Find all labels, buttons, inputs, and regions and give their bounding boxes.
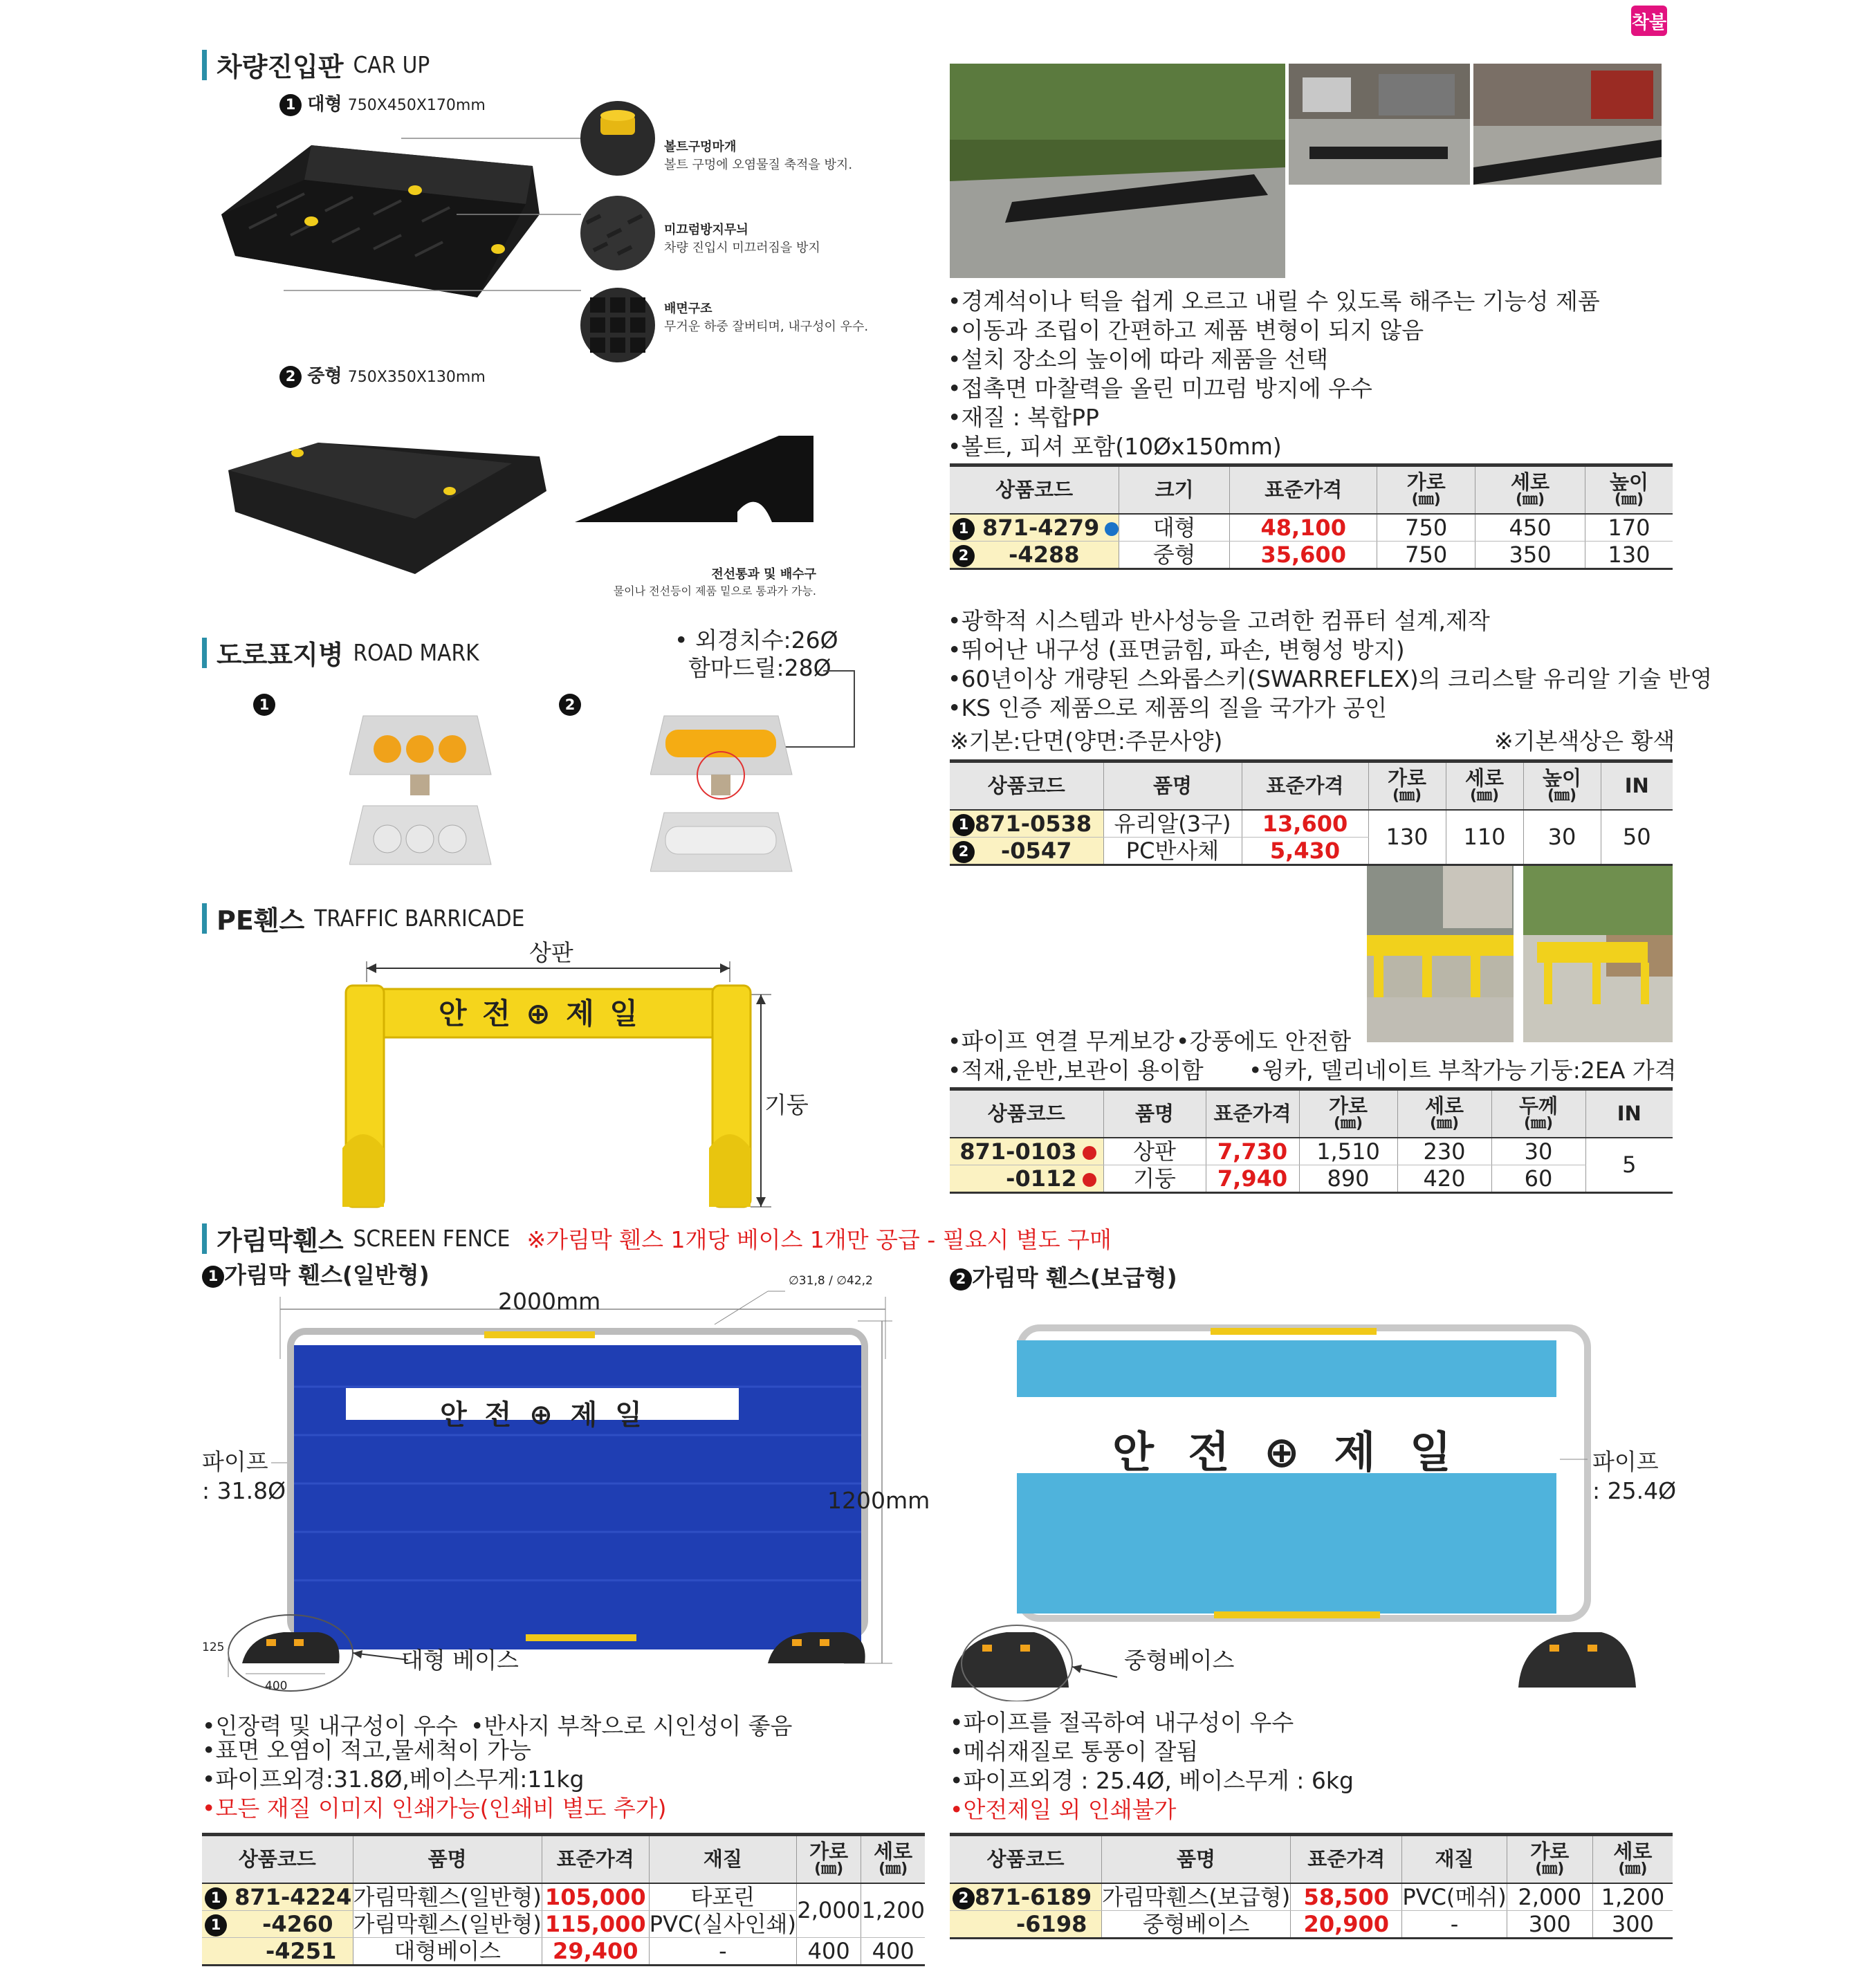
col-header <box>1397 1089 1491 1138</box>
road-stud-pc-images <box>650 709 796 882</box>
carup-install-photo-2 <box>1289 64 1470 185</box>
carup-install-photo-3 <box>1473 64 1662 185</box>
antislip-pattern-image <box>580 195 656 271</box>
pipe1-label <box>202 1448 286 1506</box>
back-structure-image <box>580 287 656 363</box>
col-header: 표준가격 <box>1230 465 1377 514</box>
carup-table <box>950 463 1673 570</box>
product-code: -4260 <box>262 1910 333 1937</box>
detail1-title: 볼트구멍마개 <box>664 140 737 154</box>
dim-pipe-small: ∅31,8 / ∅42,2 <box>789 1274 873 1288</box>
carup-install-photo-1 <box>950 64 1285 278</box>
col-header <box>1523 761 1601 810</box>
col-header-label: 세로 <box>1613 1840 1653 1864</box>
barricade-title-ko: PE휀스 <box>217 905 305 936</box>
fence2-bullet: •파이프외경 : 25.4Ø, 베이스무게 : 6kg <box>950 1767 1354 1794</box>
width-cell: 2,000 <box>1507 1883 1592 1911</box>
product-code-cell <box>950 1910 1101 1938</box>
name-cell: 유리알(3구) <box>1103 810 1242 838</box>
table-row <box>950 1165 1673 1192</box>
carup-side-image <box>571 429 820 533</box>
col-header <box>796 1835 861 1883</box>
col-header-label: 세로 <box>1510 470 1550 494</box>
col-header-label: 가로 <box>1387 766 1427 791</box>
product-code: -4251 <box>266 1937 337 1964</box>
carup-item2-size: 750X350X130mm <box>347 369 486 386</box>
col-header: 표준가격 <box>1242 761 1368 810</box>
col-header <box>1592 1835 1673 1883</box>
carup-medium-image <box>221 415 553 581</box>
unit-label: (㎜) <box>1469 787 1500 805</box>
detail3-title: 배면구조 <box>664 302 712 316</box>
depth-cell: 1,200 <box>1592 1883 1673 1911</box>
barricade-bullet: •파이프 연결 무게보강 <box>948 1028 1175 1055</box>
outer-diameter: • 외경치수:26Ø <box>674 627 838 654</box>
pipe2-label-a: 파이프 <box>1592 1448 1659 1475</box>
col-header-label: 가로 <box>1530 1840 1570 1864</box>
screen-sub2-label: 가림막 휀스(보급형) <box>972 1264 1177 1291</box>
col-header: 상품코드 <box>950 1089 1103 1138</box>
screen-fence-economy-diagram <box>951 1314 1677 1701</box>
price-cell: 35,600 <box>1230 541 1377 569</box>
thickness-cell: 30 <box>1491 1138 1585 1165</box>
product-code-cell <box>950 514 1119 542</box>
stock-dot-red <box>1083 1146 1096 1160</box>
product-code: -6198 <box>1016 1910 1087 1937</box>
carup-item2-label: 중형 <box>307 366 342 387</box>
detail4-title: 전선통과 및 배수구 <box>711 567 816 582</box>
drill-diameter: 함마드릴:28Ø <box>688 654 831 681</box>
col-header: 크기 <box>1119 465 1230 514</box>
number-badge: 2 <box>953 545 975 567</box>
product-code-cell <box>950 837 1103 865</box>
fence1-bullet: •인장력 및 내구성이 우수 <box>202 1712 458 1739</box>
carup-bullet: •볼트, 피셔 포함(10Øx150mm) <box>948 433 1282 460</box>
product-code-cell <box>202 1937 353 1965</box>
name-cell: 상판 <box>1103 1138 1206 1165</box>
dim-400-label: 400 <box>265 1679 288 1693</box>
number-badge: 2 <box>953 1887 975 1910</box>
screen-title-ko: 가림막휀스 <box>217 1226 344 1256</box>
unit-label: (㎜) <box>1333 1115 1363 1133</box>
col-header <box>1585 465 1673 514</box>
roadmark-bullets <box>948 607 1712 723</box>
screen-fence-general-table <box>202 1833 925 1966</box>
in-cell: 50 <box>1601 810 1673 865</box>
name-cell: 중형베이스 <box>1101 1910 1290 1938</box>
carup-item2-heading <box>279 362 486 388</box>
table-row <box>950 1138 1673 1165</box>
section-accent-bar <box>202 1223 207 1254</box>
product-code: 871-4279 <box>982 514 1100 541</box>
table-row <box>950 1910 1673 1938</box>
table-header-row <box>950 1089 1673 1138</box>
col-header-label: 높이 <box>1609 470 1648 494</box>
detail1-desc: 볼트 구멍에 오염물질 축적을 방지. <box>664 158 853 172</box>
number-badge: 1 <box>253 694 275 716</box>
col-header-label: 높이 <box>1542 766 1582 791</box>
table-row <box>950 514 1673 542</box>
dim-width-label: 2000mm <box>498 1288 601 1315</box>
fence2-bullet: •파이프를 절곡하여 내구성이 우수 <box>950 1709 1294 1736</box>
table-row <box>202 1883 925 1911</box>
name-cell: 기둥 <box>1103 1165 1206 1192</box>
col-header <box>861 1835 925 1883</box>
material-cell: 타포린 <box>649 1883 796 1911</box>
col-header: IN <box>1601 761 1673 810</box>
product-code: 871-0538 <box>975 810 1092 837</box>
price-cell: 48,100 <box>1230 514 1377 542</box>
size-cell: 대형 <box>1119 514 1230 542</box>
fence2-bullet: •메쉬재질로 통풍이 잘됨 <box>950 1738 1199 1765</box>
roadmark-title-en: ROAD MARK <box>353 639 479 666</box>
roadmark-bullet: •60년이상 개량된 스와롭스키(SWARREFLEX)의 크리스탈 유리알 기술 반영 <box>948 665 1713 692</box>
name-cell: 가림막휀스(일반형) <box>353 1910 542 1937</box>
col-header: 품명 <box>1103 1089 1206 1138</box>
height-cell: 170 <box>1585 514 1673 542</box>
screen-fence2-sign-text: 안 전 ⊕ 제 일 <box>1112 1427 1461 1477</box>
name-cell: 대형베이스 <box>353 1937 542 1965</box>
col-header-label: 세로 <box>874 1840 913 1864</box>
unit-label: (㎜) <box>814 1860 844 1878</box>
col-header <box>1368 761 1446 810</box>
carup-bullet: •설치 장소의 높이에 따라 제품을 선택 <box>948 346 1329 373</box>
unit-label: (㎜) <box>1523 1115 1554 1133</box>
col-header: 품명 <box>1101 1835 1290 1883</box>
col-header-label: 가로 <box>1328 1094 1368 1118</box>
table-header-row <box>950 761 1673 810</box>
roadmark-note-left: ※기본:단면(양면:주문사양) <box>950 728 1223 755</box>
section-accent-bar <box>202 638 207 668</box>
pipe1-label-b: : 31.8Ø <box>202 1477 286 1504</box>
product-code: 871-4224 <box>234 1883 352 1910</box>
barricade-section-title <box>202 899 524 937</box>
col-header <box>1507 1835 1592 1883</box>
number-badge: 2 <box>950 1268 972 1291</box>
unit-label: (㎜) <box>1429 1115 1460 1133</box>
base1-label: 대형 베이스 <box>401 1647 519 1674</box>
unit-label: (㎜) <box>1392 787 1422 805</box>
thickness-cell: 60 <box>1491 1165 1585 1192</box>
roadmark-title-ko: 도로표지병 <box>217 640 344 670</box>
col-header: 표준가격 <box>542 1835 649 1883</box>
unit-label: (㎜) <box>879 1860 908 1878</box>
table-header-row <box>202 1835 925 1883</box>
barricade-table <box>950 1087 1673 1194</box>
material-cell: - <box>1402 1910 1507 1938</box>
unit-label: (㎜) <box>1535 1860 1565 1878</box>
detail2-desc: 차량 진입시 미끄러짐을 방지 <box>664 241 820 255</box>
product-code-cell <box>950 1138 1103 1165</box>
col-header-label: 가로 <box>809 1840 849 1864</box>
depth-cell: 230 <box>1397 1138 1491 1165</box>
width-cell: 300 <box>1507 1910 1592 1938</box>
name-cell: 가림막휀스(보급형) <box>1101 1883 1291 1910</box>
price-cell: 115,000 <box>542 1910 649 1937</box>
product-code: -0112 <box>1006 1165 1077 1192</box>
carup-item1-label: 대형 <box>307 94 342 115</box>
table-row <box>202 1937 925 1965</box>
unit-label: (㎜) <box>1614 491 1644 509</box>
number-badge: 1 <box>202 1266 224 1288</box>
col-header: 상품코드 <box>950 465 1119 514</box>
roadmark-note-right: ※기본색상은 황색 <box>1494 728 1675 755</box>
stock-dot-red <box>1083 1173 1096 1187</box>
detail4-text <box>609 564 816 598</box>
unit-label: (㎜) <box>1618 1860 1648 1878</box>
product-code-cell <box>202 1910 353 1937</box>
height-cell: 30 <box>1523 810 1601 865</box>
fence1-bullet: •파이프외경:31.8Ø,베이스무게:11kg <box>202 1766 585 1793</box>
width-cell: 130 <box>1368 810 1446 865</box>
number-badge: 1 <box>953 814 975 836</box>
pipe2-label <box>1592 1448 1676 1506</box>
width-cell: 2,000 <box>796 1883 861 1938</box>
price-cell: 13,600 <box>1242 810 1368 838</box>
pipe1-label-a: 파이프 <box>202 1448 268 1475</box>
col-header-label: 가로 <box>1406 470 1446 494</box>
screen-fence-general-diagram <box>201 1276 934 1705</box>
barricade-title-en: TRAFFIC BARRICADE <box>314 905 525 932</box>
fence1-bullet: •반사지 부착으로 시인성이 좋음 <box>470 1712 793 1739</box>
price-cell: 105,000 <box>542 1883 649 1911</box>
price-cell: 20,900 <box>1291 1910 1402 1938</box>
label-post: 기둥 <box>764 1091 809 1118</box>
product-code-cell <box>950 1165 1103 1192</box>
roadmark-section-title <box>202 634 479 672</box>
width-cell: 750 <box>1377 514 1475 542</box>
depth-cell: 420 <box>1397 1165 1491 1192</box>
roadmark-bullet: •광학적 시스템과 반사성능을 고려한 컴퓨터 설계,제작 <box>948 607 1490 634</box>
screen-title-note: ※가림막 휀스 1개당 베이스 1개만 공급 - 필요시 별도 구매 <box>526 1226 1112 1253</box>
detail2-title: 미끄럼방지무늬 <box>664 223 748 237</box>
product-code-cell <box>950 1883 1101 1911</box>
price-cell: 7,730 <box>1206 1138 1299 1165</box>
unit-label: (㎜) <box>1411 491 1441 509</box>
carup-bullet: •접촉면 마찰력을 올린 미끄럼 방지에 우수 <box>948 375 1372 402</box>
detail2-text <box>664 220 872 256</box>
screen-fence1-sign-text: 안 전 ⊕ 제 일 <box>440 1399 646 1431</box>
stock-dot-blue <box>1105 522 1119 536</box>
section-accent-bar <box>202 50 207 80</box>
width-cell: 400 <box>796 1937 861 1965</box>
screen-section-title <box>202 1219 1112 1257</box>
carup-bullet: •경계석이나 턱을 쉽게 오르고 내릴 수 있도록 해주는 기능성 제품 <box>948 288 1600 315</box>
unit-label: (㎜) <box>1515 491 1545 509</box>
barricade-bullet: •적재,운반,보관이 용이함 <box>948 1057 1204 1084</box>
material-cell: PVC(실사인쇄) <box>649 1910 796 1937</box>
barricade-photo-1 <box>1367 866 1514 1042</box>
delivery-badge: 착불 <box>1631 6 1667 36</box>
dim-height-label: 1200mm <box>827 1487 930 1514</box>
roadmark-bullet: •뛰어난 내구성 (표면긁힘, 파손, 변형성 방지) <box>948 636 1405 663</box>
screen-fence-economy-table <box>950 1833 1673 1939</box>
product-code: 871-6189 <box>975 1883 1092 1910</box>
fence1-bullets <box>202 1736 666 1823</box>
table-row <box>950 1883 1673 1911</box>
number-badge: 1 <box>953 518 975 540</box>
carup-callout-lines <box>263 97 595 332</box>
product-code-cell <box>202 1883 353 1911</box>
barricade-sign-text: 안 전 ⊕ 제 일 <box>439 997 641 1030</box>
roadmark-table <box>950 759 1673 866</box>
depth-cell: 400 <box>861 1937 925 1965</box>
detail4-desc: 물이나 전선등이 제품 밑으로 통과가 가능. <box>613 584 816 598</box>
section-accent-bar <box>202 903 207 934</box>
col-header: 품명 <box>353 1835 542 1883</box>
col-header-label: 세로 <box>1464 766 1505 791</box>
material-cell: PVC(메쉬) <box>1402 1883 1507 1910</box>
name-cell: PC반사체 <box>1103 837 1242 865</box>
table-header-row <box>950 1835 1673 1883</box>
size-cell: 중형 <box>1119 541 1230 569</box>
col-header: 상품코드 <box>950 761 1103 810</box>
road-stud-glass-images <box>349 709 495 875</box>
depth-cell: 450 <box>1475 514 1585 542</box>
col-header: 표준가격 <box>1206 1089 1299 1138</box>
number-badge: 2 <box>559 694 581 716</box>
depth-cell: 110 <box>1446 810 1523 865</box>
product-code: -0547 <box>1001 837 1072 864</box>
product-code: -4288 <box>1009 541 1080 568</box>
product-code: 871-0103 <box>959 1138 1077 1165</box>
col-header <box>1299 1089 1397 1138</box>
table-row <box>950 541 1673 569</box>
screen-title-en: SCREEN FENCE <box>353 1225 511 1252</box>
fence2-bullet-red: •안전제일 외 인쇄불가 <box>950 1796 1177 1823</box>
col-header: 상품코드 <box>950 1835 1101 1883</box>
width-cell: 750 <box>1377 541 1475 569</box>
number-badge: 1 <box>279 94 302 116</box>
barricade-note: 기둥:2EA 가격 <box>1529 1057 1677 1084</box>
depth-cell: 350 <box>1475 541 1585 569</box>
depth-cell: 300 <box>1592 1910 1673 1938</box>
col-header <box>1377 465 1475 514</box>
screen-sub1-label: 가림막 휀스(일반형) <box>224 1261 430 1288</box>
barricade-bullet: •강풍에도 안전함 <box>1176 1028 1352 1055</box>
width-cell: 890 <box>1299 1165 1397 1192</box>
price-cell: 58,500 <box>1291 1883 1402 1911</box>
price-cell: 29,400 <box>542 1937 649 1965</box>
col-header-label: 세로 <box>1424 1094 1464 1118</box>
material-cell: - <box>649 1937 796 1965</box>
number-badge: 1 <box>205 1914 227 1937</box>
price-cell: 7,940 <box>1206 1165 1299 1192</box>
barricade-bullet: •윙카, 델리네이트 부착가능 <box>1249 1057 1527 1084</box>
in-cell: 5 <box>1585 1138 1673 1193</box>
product-code-cell <box>950 541 1119 569</box>
col-header-label: 두께 <box>1518 1094 1558 1118</box>
pipe2-label-b: : 25.4Ø <box>1592 1477 1677 1504</box>
table-row <box>950 810 1673 838</box>
col-header: 재질 <box>649 1835 796 1883</box>
bolt-cap-image <box>580 100 656 176</box>
col-header: IN <box>1585 1089 1673 1138</box>
carup-item1-size: 750X450X170mm <box>347 97 486 114</box>
height-cell: 130 <box>1585 541 1673 569</box>
label-top-plate: 상판 <box>529 939 573 966</box>
col-header: 재질 <box>1402 1835 1507 1883</box>
detail1-text <box>664 137 872 173</box>
number-badge: 2 <box>953 841 975 863</box>
detail3-text <box>664 299 892 335</box>
unit-label: (㎜) <box>1547 787 1577 805</box>
carup-title-en: CAR UP <box>353 51 430 78</box>
price-cell: 5,430 <box>1242 837 1368 865</box>
fence2-bullets <box>950 1708 1354 1824</box>
carup-bullet: •이동과 조립이 간편하고 제품 변형이 되지 않음 <box>948 317 1424 344</box>
number-badge: 1 <box>205 1887 227 1910</box>
carup-title-ko: 차량진입판 <box>217 52 344 82</box>
col-header <box>1475 465 1585 514</box>
carup-bullets <box>948 287 1600 461</box>
depth-cell: 1,200 <box>861 1883 925 1938</box>
carup-bullet: •재질 : 복합PP <box>948 404 1099 431</box>
screen-sub2 <box>950 1260 1177 1293</box>
carup-section-title <box>202 46 430 84</box>
col-header: 품명 <box>1103 761 1242 810</box>
col-header <box>1446 761 1523 810</box>
fence1-bullet: •표면 오염이 적고,물세척이 가능 <box>202 1737 531 1764</box>
col-header: 상품코드 <box>202 1835 353 1883</box>
name-cell: 가림막휀스(일반형) <box>353 1883 542 1910</box>
number-badge: 2 <box>279 366 302 388</box>
col-header <box>1491 1089 1585 1138</box>
roadmark-bullet: •KS 인증 제품으로 제품의 질을 국가가 공인 <box>948 694 1388 721</box>
detail3-desc: 무거운 하중 잘버티며, 내구성이 우수. <box>664 320 869 334</box>
width-cell: 1,510 <box>1299 1138 1397 1165</box>
dim-125-label: 125 <box>202 1640 225 1654</box>
product-code-cell <box>950 810 1103 838</box>
fence1-bullet-red: •모든 재질 이미지 인쇄가능(인쇄비 별도 추가) <box>202 1795 667 1822</box>
barricade-photo-2 <box>1523 866 1673 1042</box>
table-header-row <box>950 465 1673 514</box>
col-header: 표준가격 <box>1291 1835 1402 1883</box>
base2-label: 중형베이스 <box>1124 1647 1235 1674</box>
